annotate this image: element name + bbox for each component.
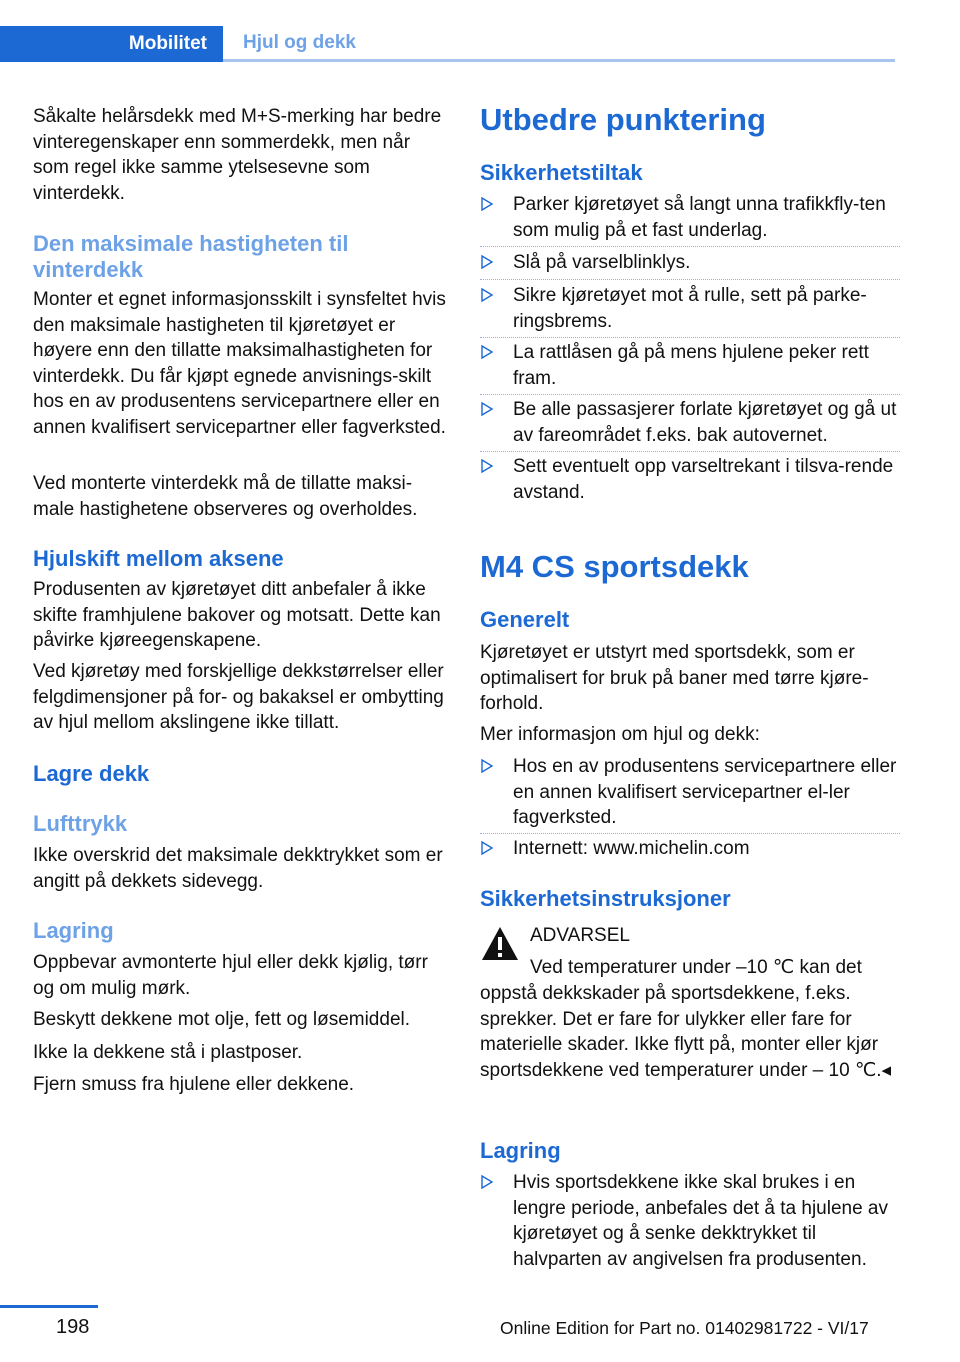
bullet-triangle-icon	[480, 287, 494, 303]
list-separator	[480, 394, 900, 396]
axle-swap-paragraph-2: Ved kjøretøy med forskjellige dekkstørrelser eller felgdimensjoner på for- og bakaksel er ombytting av hjul mellom akslingene ikke tillatt.	[33, 661, 444, 733]
storage-paragraph-2: Beskytt dekkene mot olje, fett og løsemiddel.	[33, 1009, 411, 1030]
safety-instructions-heading: Sikkerhetsinstruksjoner	[480, 886, 731, 911]
puncture-heading: Utbedre punktering	[480, 102, 766, 137]
list-separator	[480, 833, 900, 835]
header-chapter-tab: Hjul og dekk	[223, 26, 895, 62]
max-speed-heading: Den maksimale hastigheten til vinterdekk	[33, 231, 349, 282]
max-speed-paragraph-1: Monter et egnet informasjonsskilt i synsfeltet hvis den maksimale hastigheten til kjøretøyet er høyere enn den tillatte maksimalhastigheten for vinterdekk. Du får kjøpt egnede anvisnings-skilt hos en av produsentens servicepartnere eller en annen kvalifisert servicepartner eller fagverksted.	[33, 289, 446, 438]
warning-first-line: Ved temperaturer under –10 ℃ kan det	[530, 957, 862, 978]
warning-text: oppstå dekkskader på sportsdekkene, f.eks. sprekker. Det er fare for ulykker eller fare for materielle skader. Ikke flytt på, monter eller kjør sportsdekkene ved temperaturer under – 10 ℃.◂	[480, 983, 892, 1081]
list-separator	[480, 451, 900, 453]
info-item-text: Internett: www.michelin.com	[513, 838, 750, 859]
pressure-heading: Lufttrykk	[33, 811, 128, 836]
header-section-tab: Mobilitet	[0, 26, 223, 62]
general-paragraph-1: Kjøretøyet er utstyrt med sportsdekk, som er optimalisert for bruk på baner med tørre kjøre-forhold.	[480, 642, 869, 714]
pressure-paragraph: Ikke overskrid det maksimale dekktrykket som er angitt på dekkets sidevegg.	[33, 845, 443, 892]
bullet-triangle-icon	[480, 1174, 494, 1190]
safety-item-text: Be alle passasjerer forlate kjøretøyet og gå ut av fareområdet f.eks. bak autovernet.	[513, 399, 897, 446]
axle-swap-heading: Hjulskift mellom aksene	[33, 546, 284, 571]
list-separator	[480, 246, 900, 248]
storage-paragraph-3: Ikke la dekkene stå i plastposer.	[33, 1042, 303, 1063]
general-paragraph-2: Mer informasjon om hjul og dekk:	[480, 724, 760, 745]
list-separator	[480, 279, 900, 281]
bullet-triangle-icon	[480, 458, 494, 474]
storage-heading-right: Lagring	[480, 1138, 561, 1163]
list-separator	[480, 337, 900, 339]
axle-swap-paragraph-1: Produsenten av kjøretøyet ditt anbefaler å ikke skifte framhjulene bakover og motsatt. Dette kan påvirke kjøreegenskapene.	[33, 579, 441, 651]
page-number: 198	[56, 1316, 90, 1338]
info-item-text: Hos en av produsentens servicepartnere eller en annen kvalifisert servicepartner el-ler fagverksted.	[513, 756, 897, 828]
storage-item-text: Hvis sportsdekkene ikke skal brukes i en lengre periode, anbefales det å ta hjulene av kjøretøyet og å senke dekktrykket til halvparten av angivelsen fra produsenten.	[513, 1172, 888, 1270]
bullet-triangle-icon	[480, 758, 494, 774]
safety-item-text: Parker kjøretøyet så langt unna trafikkfly-ten som mulig på et fast underlag.	[513, 194, 886, 241]
m4-sport-tires-heading: M4 CS sportsdekk	[480, 549, 749, 584]
safety-item-text: Slå på varselblinklys.	[513, 252, 691, 273]
edition-footer: Online Edition for Part no. 01402981722 - VI/17	[500, 1318, 869, 1338]
storage-paragraph-4: Fjern smuss fra hjulene eller dekkene.	[33, 1074, 355, 1095]
bullet-triangle-icon	[480, 344, 494, 360]
page-number-bar	[0, 1305, 98, 1308]
safety-item-text: Sett eventuelt opp varseltrekant i tilsva-rende avstand.	[513, 456, 894, 503]
bullet-triangle-icon	[480, 840, 494, 856]
store-tires-heading: Lagre dekk	[33, 761, 150, 786]
bullet-triangle-icon	[480, 401, 494, 417]
bullet-triangle-icon	[480, 254, 494, 270]
warning-label: ADVARSEL	[530, 925, 630, 946]
warning-icon	[480, 924, 520, 964]
storage-heading-left: Lagring	[33, 918, 114, 943]
bullet-triangle-icon	[480, 196, 494, 212]
safety-measures-heading: Sikkerhetstiltak	[480, 160, 643, 185]
max-speed-paragraph-2: Ved monterte vinterdekk må de tillatte maksi-male hastighetene observeres og overholdes.	[33, 473, 418, 520]
safety-item-text: La rattlåsen gå på mens hjulene peker rett fram.	[513, 342, 869, 389]
storage-paragraph-1: Oppbevar avmonterte hjul eller dekk kjølig, tørr og om mulig mørk.	[33, 952, 428, 999]
safety-item-text: Sikre kjøretøyet mot å rulle, sett på parke-ringsbrems.	[513, 285, 867, 332]
general-heading: Generelt	[480, 607, 570, 632]
intro-paragraph: Såkalte helårsdekk med M+S-merking har bedre vinteregenskaper enn sommerdekk, men når som regel ikke samme ytelsesevne som vinterdekk.	[33, 106, 442, 204]
